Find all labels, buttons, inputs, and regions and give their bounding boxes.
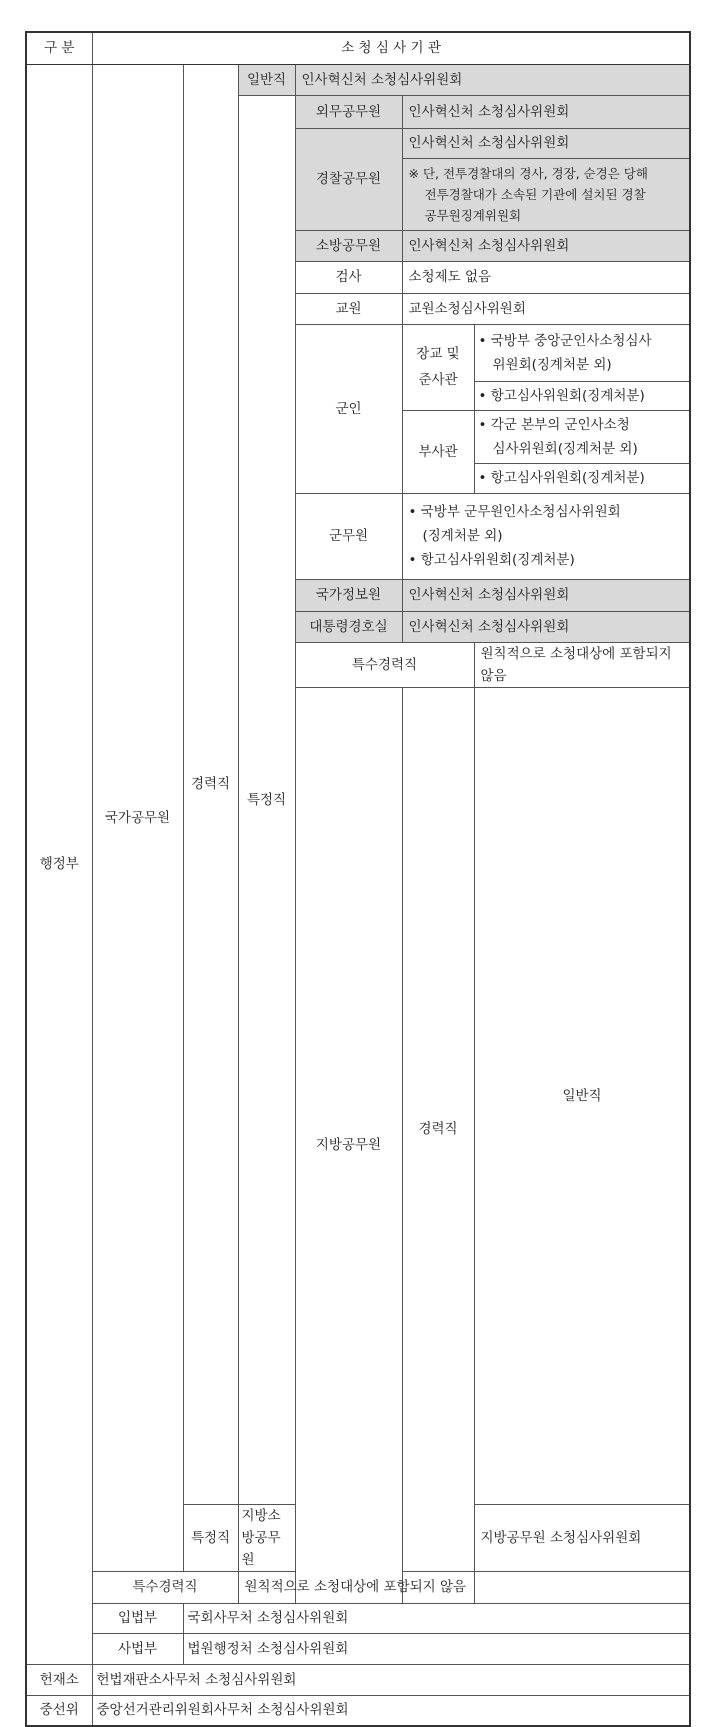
local-label: 지방공무원: [295, 687, 402, 1603]
local-special-body: 지방공무원 소청심사위원회: [474, 1504, 690, 1571]
special-service-label: 특정직: [238, 95, 295, 1504]
officer-item-2: • 항고심사위원회(징계처분): [474, 381, 690, 410]
header-category: 구 분: [26, 32, 92, 64]
national-career-label: 경력직: [183, 64, 238, 1504]
general-service-label: 일반직: [238, 64, 295, 95]
nis-label: 국가정보원: [295, 579, 402, 611]
table-row: [26, 1695, 690, 1726]
local-general-label: 일반직: [474, 687, 690, 1504]
foreign-service-body: 인사혁신처 소청심사위원회: [402, 95, 690, 128]
judiciary-label: 사법부: [92, 1633, 183, 1664]
police-body: 인사혁신처 소청심사위원회: [402, 128, 690, 158]
local-career-label: 경력직: [402, 687, 474, 1571]
note-line-2: 전투경찰대가 소속된 기관에 설치된 경찰: [424, 186, 646, 202]
nco-item-2: • 항고심사위원회(징계처분): [474, 463, 690, 493]
local-special-career-label: 특수경력직: [92, 1571, 238, 1603]
judiciary-body: 법원행정처 소청심사위원회: [183, 1633, 690, 1664]
officer-label: [402, 324, 474, 410]
officer-item-1-line-2: 위원회(징계처분 외): [492, 356, 612, 373]
note-line-3: 공무원징계위원회: [424, 207, 522, 223]
national-special-career-body: 원칙적으로 소청대상에 포함되지 않음: [474, 642, 690, 687]
national-label: 국가공무원: [92, 64, 183, 1571]
local-special-sub: 지방소방공무원: [238, 1504, 295, 1571]
header-row: [26, 32, 690, 64]
security-body: 인사혁신처 소청심사위원회: [402, 611, 690, 642]
table-row: [26, 1633, 690, 1664]
table-row: [26, 64, 690, 95]
fire-label: 소방공무원: [295, 230, 402, 261]
constitutional-court-body: 헌법재판소사무처 소청심사위원회: [92, 1664, 690, 1695]
officer-label-line-1: 장교 및: [416, 346, 460, 362]
executive-label: 행정부: [26, 64, 92, 1664]
note-line-1: 단, 전투경찰대의 경사, 경장, 순경은 당해: [422, 165, 648, 181]
legislature-body: 국회사무처 소청심사위원회: [183, 1603, 690, 1633]
national-special-career-label: 특수경력직: [295, 642, 474, 687]
officer-item-1: [474, 324, 690, 381]
teacher-body: 교원소청심사위원회: [402, 293, 690, 324]
civilian-label: 군무원: [295, 493, 402, 579]
officer-item-1-line-1: • 국방부 중앙군인사소청심사: [478, 332, 652, 349]
appeal-bodies-table: [25, 31, 691, 1727]
prosecutor-label: 검사: [295, 261, 402, 293]
nco-item-1-line-2: 심사위원회(징계처분 외): [492, 440, 638, 457]
table-row: [26, 1664, 690, 1695]
civilian-item-1-line-2: (징계처분 외): [422, 528, 503, 544]
table-row: [26, 1603, 690, 1633]
officer-label-line-2: 준사관: [418, 372, 458, 388]
police-label: 경찰공무원: [295, 128, 402, 230]
note-mark: ※: [408, 165, 419, 181]
election-commission-body: 중앙선거관리위원회사무처 소청심사위원회: [92, 1695, 690, 1726]
nco-item-1: [474, 410, 690, 463]
police-note: [402, 158, 690, 230]
nco-item-1-line-1: • 각군 본부의 군인사소청: [478, 416, 630, 433]
military-label: 군인: [295, 324, 402, 493]
general-service-body: 인사혁신처 소청심사위원회: [295, 64, 690, 95]
local-special-career-body: 원칙적으로 소청대상에 포함되지 않음: [238, 1571, 474, 1603]
constitutional-court-label: 헌재소: [26, 1664, 92, 1695]
fire-body: 인사혁신처 소청심사위원회: [402, 230, 690, 261]
nco-label: 부사관: [402, 410, 474, 493]
table-row: [26, 1571, 690, 1603]
header-appeal-body: 소 청 심 사 기 관: [92, 32, 690, 64]
security-label: 대통령경호실: [295, 611, 402, 642]
legislature-label: 입법부: [92, 1603, 183, 1633]
civilian-item-1-line-1: • 국방부 군무원인사소청심사위원회: [408, 504, 621, 520]
civilian-body: [402, 493, 690, 579]
election-commission-label: 중선위: [26, 1695, 92, 1726]
civilian-item-2: • 항고심사위원회(징계처분): [408, 552, 575, 568]
prosecutor-body: 소청제도 없음: [402, 261, 690, 293]
teacher-label: 교원: [295, 293, 402, 324]
local-special-label: 특정직: [183, 1504, 238, 1571]
foreign-service-label: 외무공무원: [295, 95, 402, 128]
nis-body: 인사혁신처 소청심사위원회: [402, 579, 690, 611]
